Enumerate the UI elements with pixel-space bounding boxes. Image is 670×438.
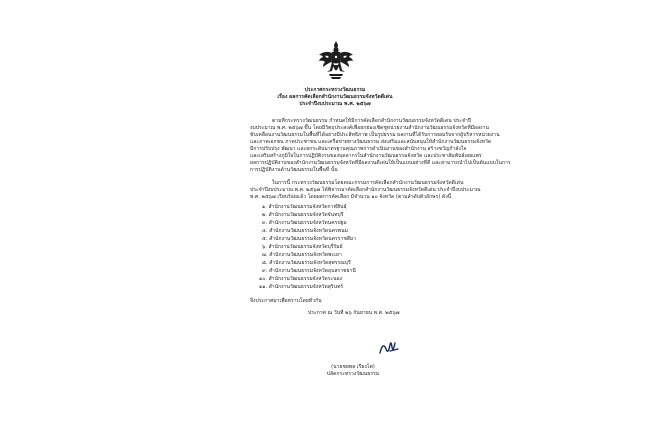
list-item: ๑๐. สำนักงานวัฒนธรรมจังหวัดระนอง (259, 276, 343, 282)
signer-name: (นายชยพล เรียงโต) (331, 364, 375, 370)
handwritten-signature (376, 337, 402, 359)
paragraph-line: และเสริมสร้างภูมิใจในการปฏิบัติงานของบุคลากรในสำนักงานวัฒนธรรมจังหวัด และประชาสัมพันธ์เผยแพร่ (250, 153, 482, 159)
paragraph-line: ขับเคลื่อนงานวัฒนธรรมในพื้นที่ได้อย่างมีประสิทธิภาพ เป็นรูปธรรม ผลงานที่ได้รับการยอมรับจากผู้บริหารหน่วยงาน (250, 132, 500, 138)
list-item: ๗. สำนักงานวัฒนธรรมจังหวัดพะเยา (262, 252, 342, 258)
list-item: ๖. สำนักงานวัฒนธรรมจังหวัดบุรีรัมย์ (262, 244, 343, 250)
paragraph-line: ในการนี้ กระทรวงวัฒนธรรมโดยคณะกรรมการคัดเลือกสำนักงานวัฒนธรรมจังหวัดดีเด่น (272, 180, 464, 186)
announcement-fiscal-year: ประจำปีงบประมาณ พ.ศ. ๒๕๖๗ (299, 101, 371, 107)
signer-title: ปลัดกระทรวงวัฒนธรรม (326, 371, 380, 377)
list-item: ๑. สำนักงานวัฒนธรรมจังหวัดกาฬสินธุ์ (262, 204, 347, 210)
paragraph-line: และภาคเอกชน ภาคประชาชน และเครือข่ายทางวัฒนธรรม ส่งเสริมและสนับสนุนให้สำนักงานวัฒนธรรมจังหวัด (250, 139, 492, 145)
garuda-emblem-icon (317, 40, 355, 80)
list-item: ๙. สำนักงานวัฒนธรรมจังหวัดอุบลราชธานี (262, 268, 356, 274)
list-item: ๘. สำนักงานวัฒนธรรมจังหวัดสุพรรณบุรี (262, 260, 351, 266)
closing-statement: จึงประกาศมาเพื่อทราบโดยทั่วกัน (250, 298, 322, 304)
paragraph-line: ตามที่กระทรวงวัฒนธรรม กำหนดให้มีการคัดเลือกสำนักงานวัฒนธรรมจังหวัดดีเด่น ประจำปี (272, 118, 472, 124)
announcement-issuer: ประกาศกระทรวงวัฒนธรรม (304, 87, 366, 93)
paragraph-line: มีการปรับปรุง พัฒนา และยกระดับมาตรฐานคุณภาพการดำเนินงานของสำนักงาน สร้างขวัญกำลังใจ (250, 146, 467, 152)
announcement-date: ประกาศ ณ วันที่ ๒๖ กันยายน พ.ศ. ๒๕๖๗ (308, 310, 400, 316)
list-item: ๓. สำนักงานวัฒนธรรมจังหวัดนครปฐม (262, 220, 347, 226)
list-item: ๑๑. สำนักงานวัฒนธรรมจังหวัดสุรินทร์ (259, 284, 344, 290)
paragraph-line: พ.ศ. ๒๕๖๗ เรียบร้อยแล้ว โดยผลการคัดเลือก มีจำนวน ๑๐ จังหวัด (ตามลำดับตัวอักษร) ดังนี้ (250, 194, 452, 200)
paragraph-line: งบประมาณ พ.ศ. ๒๕๖๗ ขึ้น โดยมีวัตถุประสงค์เพื่อยกย่องเชิดชูหน่วยงานสำนักงานวัฒนธรรมจังหวัดที่มีผลงาน (250, 125, 489, 131)
list-item: ๒. สำนักงานวัฒนธรรมจังหวัดจันทบุรี (262, 212, 344, 218)
paragraph-line: การปฏิบัติงานด้านวัฒนธรรมในพื้นที่ นั้น (250, 167, 338, 173)
list-item: ๕. สำนักงานวัฒนธรรมจังหวัดนครราชสีมา (262, 236, 357, 242)
list-item: ๔. สำนักงานวัฒนธรรมจังหวัดนครพนม (262, 228, 348, 234)
paragraph-line: ผลการปฏิบัติงานของสำนักงานวัฒนธรรมจังหวัดที่มีผลงานดีเด่นให้เป็นแบบอย่างที่ดี และสามารถนำไปเป็นต้นแบบในการ (250, 160, 511, 166)
announcement-subject: เรื่อง ผลการคัดเลือกสำนักงานวัฒนธรรมจังหวัดดีเด่น (277, 94, 393, 100)
paragraph-line: ประจำปีงบประมาณ พ.ศ. ๒๕๖๗ ได้พิจารณาคัดเลือกสำนักงานวัฒนธรรมจังหวัดดีเด่น ประจำปีงบประมาณ (250, 187, 481, 193)
